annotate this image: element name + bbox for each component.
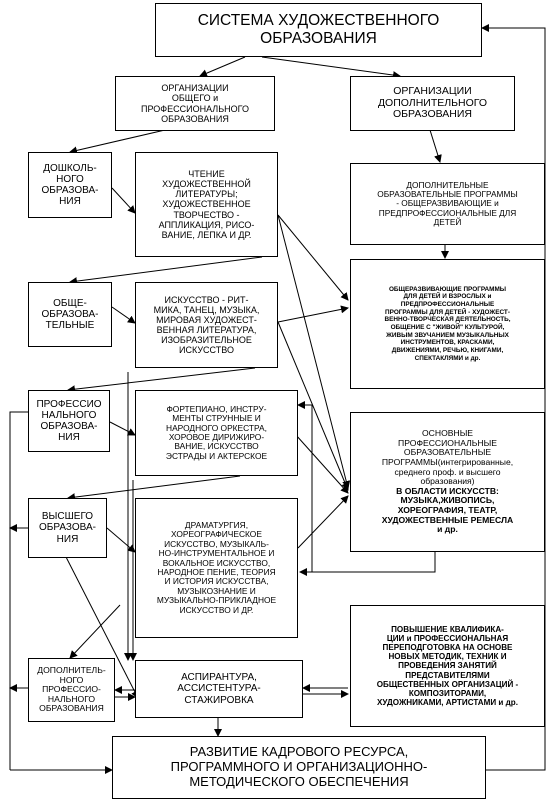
professional-content-box bbox=[135, 390, 298, 476]
development-text: РАЗВИТИЕ КАДРОВОГО РЕСУРСА, ПРОГРАММНОГО И ОРГАНИЗАЦИОННО- МЕТОДИЧЕСКОГО ОБЕСПЕЧЕНИЯ bbox=[170, 744, 428, 789]
arrow-general-to-content bbox=[112, 307, 135, 323]
org-general-text: ОРГАНИЗАЦИИ ОБЩЕГО и ПРОФЕССИОНАЛЬНОГО ОБРАЗОВАНИЯ bbox=[141, 83, 249, 124]
add-prof-box bbox=[28, 658, 115, 722]
arrow-higher-to-content bbox=[107, 528, 135, 552]
main-programs-line: ХОРЕОГРАФИЯ, ТЕАТР, bbox=[397, 505, 498, 516]
preschool-text: ДОШКОЛЬ- НОГО ОБРАЗОВА- НИЯ bbox=[41, 162, 99, 208]
higher-content-text: ДРАМАТУРГИЯ, ХОРЕОГРАФИЧЕСКОЕ ИСКУССТВО, МУЗЫКАЛЬ- НО-ИНСТРУМЕНТАЛЬНОЕ И ВОКАЛЬНОЕ ИСКУССТВО, НАРОДНОЕ ПЕНИЕ, ТЕОРИЯ И ИСТОРИЯ ИСКУССТВА, МУЗЫКОЗНАНИЕ И МУЗЫКАЛЬНО-ПРИКЛАДНОЕ ИСКУССТВО И ДР. bbox=[156, 519, 277, 615]
arrow-prof-content-to-higher bbox=[68, 476, 240, 498]
arrow-general-content-to-prof bbox=[68, 368, 255, 390]
aspirantura-text: АСПИРАНТУРА, АССИСТЕНТУРА- СТАЖИРОВКА bbox=[177, 672, 261, 706]
main-programs-line: ПРОГРАММЫ(интегрированные, bbox=[381, 456, 514, 467]
general-content-text: ИСКУССТВО - РИТ- МИКА, ТАНЕЦ, МУЗЫКА, МИРОВАЯ ХУДОЖЕСТ- ВЕННАЯ ЛИТЕРАТУРА, ИЗОБРАЗИТЕЛЬНОЕ ИСКУССТВО bbox=[153, 294, 260, 356]
arrow-org-to-preschool bbox=[70, 130, 165, 152]
title-text: СИСТЕМА ХУДОЖЕСТВЕННОГО ОБРАЗОВАНИЯ bbox=[197, 12, 440, 47]
general-programs-box bbox=[350, 259, 545, 389]
arrow-preschool-content-to-general bbox=[70, 257, 262, 282]
general-box bbox=[28, 282, 112, 347]
professional-content-text: ФОРТЕПИАНО, ИНСТРУ- МЕНТЫ СТРУННЫЕ И НАРОДНОГО ОРКЕСТРА, ХОРОВОЕ ДИРИЖИРО- ВАНИЕ, ИСКУССТВО ЭСТРАДЫ И АКТЕРСКОЕ bbox=[165, 403, 268, 461]
arrow-preschool-to-content bbox=[112, 188, 135, 213]
professional-text: ПРОФЕССИО НАЛЬНОГО ОБРАЗОВА- НИЯ bbox=[36, 398, 102, 444]
org-general-box bbox=[115, 76, 275, 131]
main-programs-line: МУЗЫКА,ЖИВОПИСЬ, bbox=[400, 495, 495, 506]
arrow-prof-to-content bbox=[110, 422, 135, 435]
development-box bbox=[112, 736, 486, 799]
main-programs-line: ХУДОЖЕСТВЕННЫЕ РЕМЕСЛА bbox=[381, 514, 514, 525]
higher-content-box bbox=[135, 498, 298, 638]
main-programs-line: образования) bbox=[420, 476, 475, 487]
general-programs-text: ОБЩЕРАЗВИВАЮЩИЕ ПРОГРАММЫ ДЛЯ ДЕТЕЙ И ВЗРОСЛЫХ и ПРЕДПРОФЕССИОНАЛЬНЫЕ ПРОГРАММЫ ДЛЯ ДЕТЕЙ - ХУДОЖЕСТ- ВЕННО-ТВОРЧЕСКАЯ ДЕЯТЕЛЬНОСТЬ, ОБЩЕНИЕ С "ЖИВОЙ" КУЛЬТУРОЙ, ЖИВЫМ ЗВУЧАНИЕМ МУЗЫКАЛЬНЫХ ИНСТРУМЕНТОВ, КРАСКАМИ, ДВИЖЕНИЯМИ, РЕЧЬЮ, КНИГАМИ, СПЕКТАКЛЯМИ и др. bbox=[384, 285, 511, 362]
main-programs-line: В ОБЛАСТИ ИСКУССТВ: bbox=[396, 485, 499, 496]
arrow-org-to-add-programs bbox=[430, 130, 440, 162]
arrow-c2-to-general-programs bbox=[278, 308, 348, 322]
title-box bbox=[155, 3, 482, 57]
main-programs-line: ОСНОВНЫЕ bbox=[421, 428, 474, 439]
main-programs-line: и др. bbox=[437, 524, 458, 535]
main-programs-line: ОБРАЗОВАТЕЛЬНЫЕ bbox=[403, 447, 492, 458]
arrow-c4-to-main-programs bbox=[298, 496, 348, 548]
add-prof-text: ДОПОЛНИТЕЛЬ- НОГО ПРОФЕССИО- НАЛЬНОГО ОБРАЗОВАНИЯ bbox=[37, 664, 106, 714]
professional-box bbox=[28, 390, 110, 452]
qualification-text: ПОВЫШЕНИЕ КВАЛИФИКА- ЦИИ и ПРОФЕССИОНАЛЬНАЯ ПЕРЕПОДГОТОВКА НА ОСНОВЕ НОВЫХ МЕТОДИК, ТЕХНИК И ПРОВЕДЕНИЯ ЗАНЯТИЙ ПРЕДСТАВИТЕЛЯМИ ОБЩЕСТВЕННЫХ ОРГАНИЗАЦИЙ - КОМПОЗИТОРАМИ, ХУДОЖНИКАМИ, АРТИСТАМИ и др. bbox=[376, 624, 519, 708]
org-additional-text: ОРГАНИЗАЦИИ ДОПОЛНИТЕЛЬНОГО ОБРАЗОВАНИЯ bbox=[377, 84, 488, 121]
higher-box bbox=[28, 498, 107, 558]
arrow-title-to-org-additional bbox=[262, 57, 400, 76]
general-content-box bbox=[135, 282, 278, 368]
org-additional-box bbox=[350, 76, 515, 131]
preschool-box bbox=[28, 152, 112, 218]
main-programs-line: ПРОФЕССИОНАЛЬНЫЕ bbox=[398, 437, 497, 448]
arrow-prof-left-loop bbox=[10, 412, 28, 770]
add-programs-text: ДОПОЛНИТЕЛЬНЫЕ ОБРАЗОВАТЕЛЬНЫЕ ПРОГРАММЫ - ОБЩЕРАЗВИВАЮЩИЕ и ПРЕДПРОФЕССИОНАЛЬНЫЕ ДЛЯ ДЕТЕЙ bbox=[377, 179, 518, 227]
aspirantura-box bbox=[135, 660, 303, 718]
higher-text: ВЫСШЕГО ОБРАЗОВА- НИЯ bbox=[39, 511, 96, 545]
general-text: ОБЩЕ- ОБРАЗОВА- ТЕЛЬНЫЕ bbox=[41, 297, 99, 332]
main-programs-box bbox=[350, 412, 545, 552]
preschool-content-box bbox=[135, 152, 278, 257]
add-programs-box bbox=[350, 163, 545, 245]
arrow-title-to-org-general bbox=[200, 57, 245, 76]
preschool-content-text: ЧТЕНИЕ ХУДОЖЕСТВЕННОЙ ЛИТЕРАТУРЫ; ХУДОЖЕСТВЕННОЕ ТВОРЧЕСТВО - АППЛИКАЦИЯ, РИСО- ВАНИЕ, ЛЕПКА И ДР. bbox=[158, 169, 255, 240]
qualification-box bbox=[350, 605, 545, 727]
main-programs-line: среднего проф. и высшего bbox=[394, 466, 501, 477]
